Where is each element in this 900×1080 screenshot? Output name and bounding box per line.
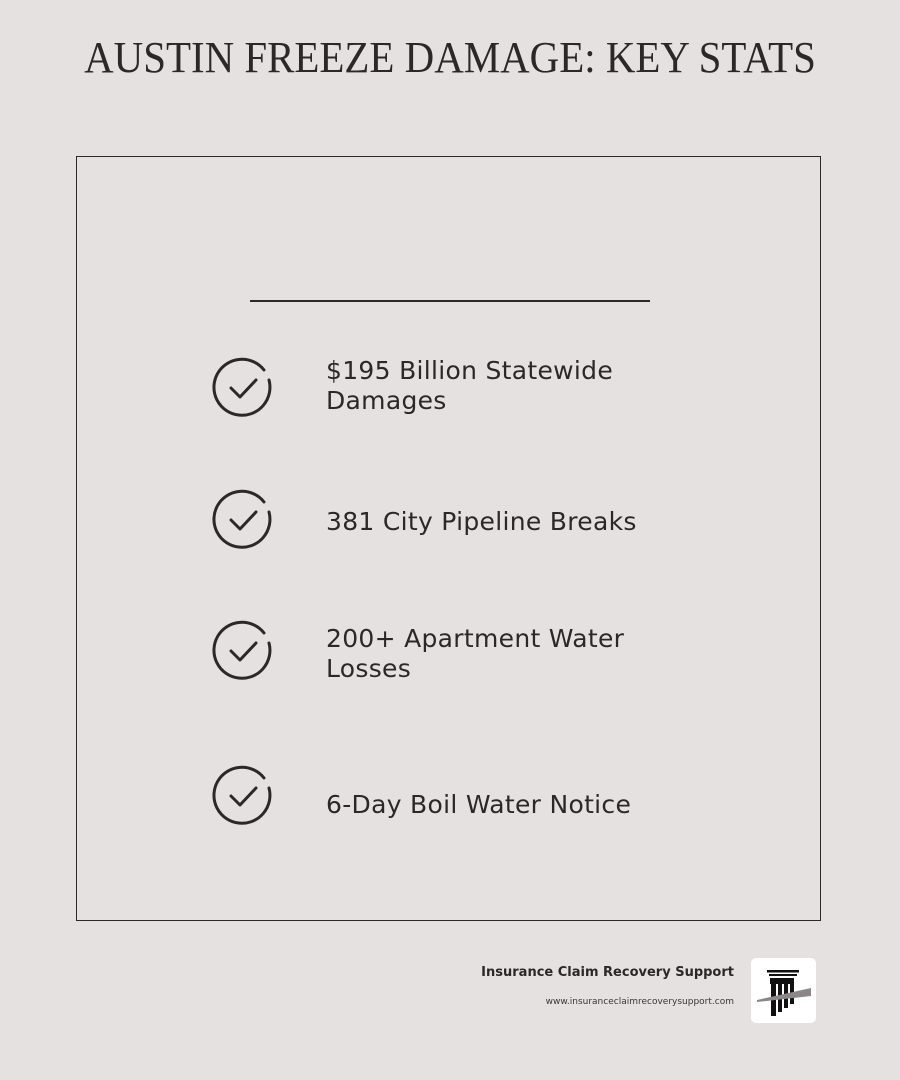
pillar-logo-icon (751, 958, 816, 1023)
page-title: AUSTIN FREEZE DAMAGE: KEY STATS (84, 33, 816, 82)
stat-label: $195 Billion Statewide Damages (326, 356, 614, 415)
check-circle-icon (212, 488, 274, 550)
brand-name: Insurance Claim Recovery Support (481, 965, 734, 980)
check-circle-icon (212, 619, 274, 681)
brand-url: www.insuranceclaimrecoverysupport.com (545, 997, 734, 1007)
stat-label: 200+ Apartment Water Losses (326, 624, 625, 683)
stat-label: 381 City Pipeline Breaks (326, 507, 637, 536)
check-circle-icon (212, 764, 274, 826)
check-circle-icon (212, 356, 274, 418)
divider (250, 300, 650, 302)
stat-label: 6-Day Boil Water Notice (326, 790, 632, 819)
